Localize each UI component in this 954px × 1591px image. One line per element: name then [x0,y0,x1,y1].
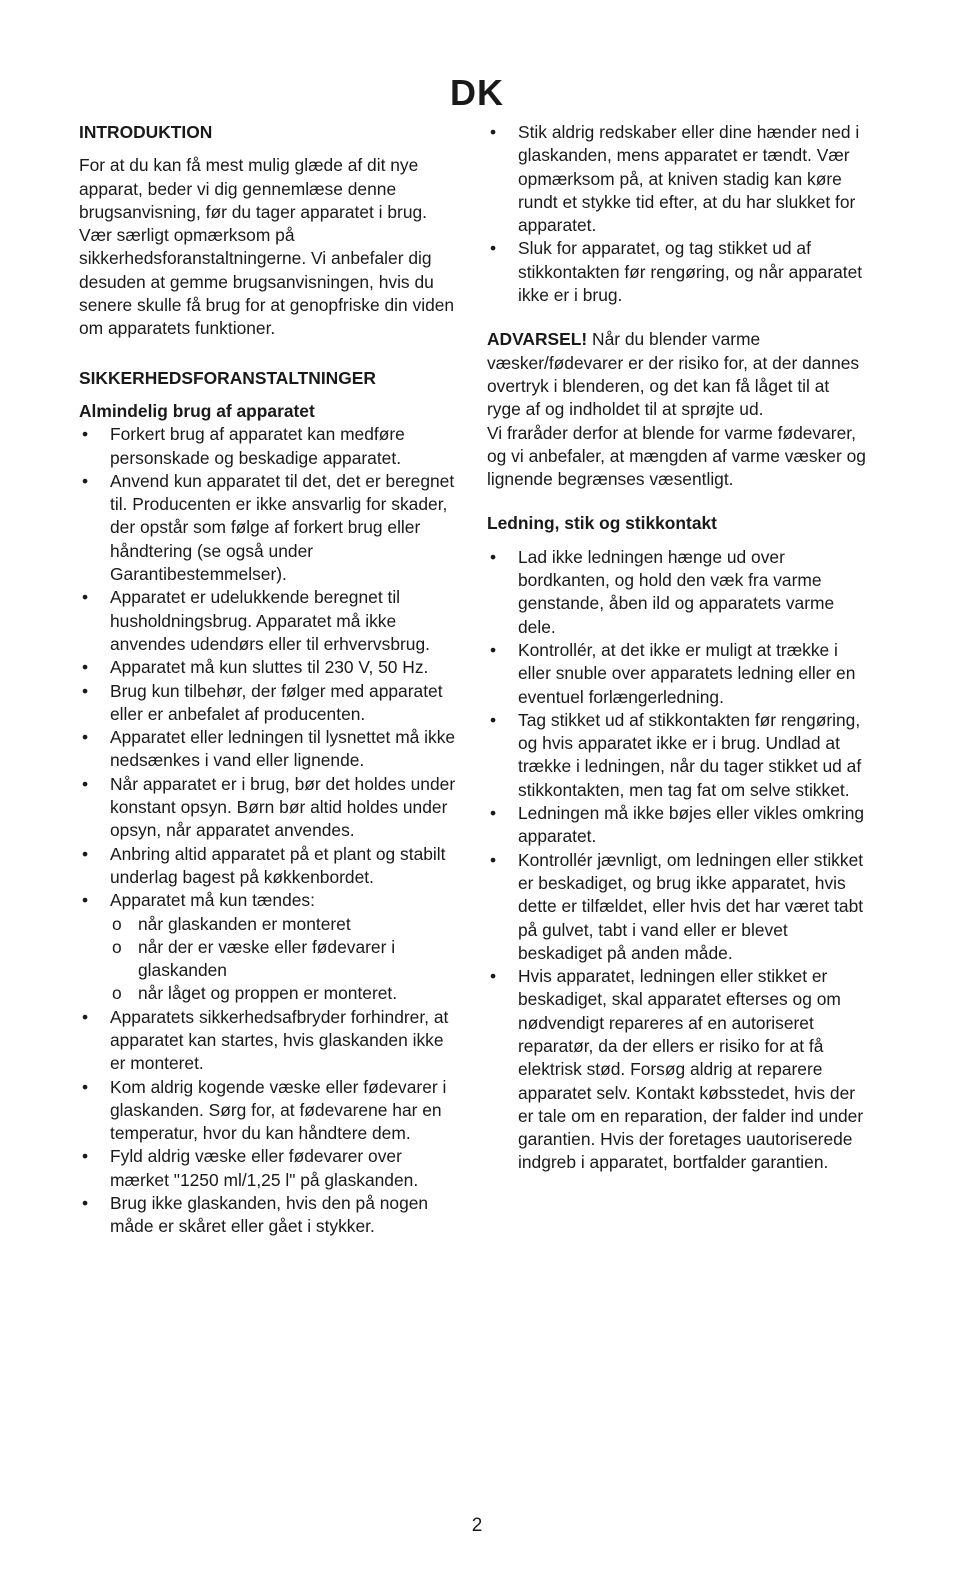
list-item: • Apparatet må kun sluttes til 230 V, 50 Hz. [79,656,459,679]
list-item-text: Apparatet må kun tændes: [110,890,315,911]
list-item: • Hvis apparatet, ledningen eller stikket er beskadiget, skal apparatet efterses og om nødvendigt repareres af en autoriseret reparatør, da der ellers er risiko for at få elektrisk stød. Forsøg aldrig at reparere apparatet selv. Kontakt købsstedet, hvis der er tale om en reparation, der falder ind under garantien. Hvis der foretages uautoriserede indgreb i apparatet, bortfalder garantien. [487,965,867,1175]
list-item: • Brug kun tilbehør, der følger med apparatet eller er anbefalet af producenten. [79,680,459,727]
general-use-heading: Almindelig brug af apparatet [79,400,315,421]
list-item: • Kom aldrig kogende væske eller fødevarer i glaskanden. Sørg for, at fødevarene har en temperatur, hvor du kan håndtere dem. [79,1076,459,1146]
warning-label: ADVARSEL! [487,329,588,350]
sub-list [110,913,459,1006]
list-item: • Apparatet er udelukkende beregnet til husholdningsbrug. Apparatet må ikke anvendes udendørs eller til erhvervsbrug. [79,586,459,656]
sub-list-item: o når glaskanden er monteret [110,913,459,936]
warning-paragraph-2: Vi fraråder derfor at blende for varme fødevarer, og vi anbefaler, at mængden af varme væsker og lignende begrænses væsentligt. [487,422,866,490]
list-item: • Apparatet eller ledningen til lysnettet må ikke nedsænkes i vand eller lignende. [79,726,459,773]
list-item: • Forkert brug af apparatet kan medføre personskade og beskadige apparatet. [79,423,459,470]
sub-list-item: o når der er væske eller fødevarer i glaskanden [110,936,459,983]
sub-list-item: o når låget og proppen er monteret. [110,982,459,1005]
intro-text: For at du kan få mest mulig glæde af dit nye apparat, beder vi dig gennemlæse denne brugsanvisning, før du tager apparatet i brug. Vær særligt opmærksom på sikkerhedsforanstaltningerne. Vi anbefaler dig desuden at gemme brugsanvisningen, hvis du senere skulle få brug for at genopfriske din viden om apparatets funktioner. [79,155,455,339]
right-column [487,121,867,1175]
list-item: • Sluk for apparatet, og tag stikket ud af stikkontakten før rengøring, og når apparatet ikke er i brug. [487,237,867,307]
intro-heading: INTRODUKTION [79,122,213,142]
list-item: • Når apparatet er i brug, bør det holdes under konstant opsyn. Børn bør altid holdes under opsyn, når apparatet anvendes. [79,773,459,843]
page-language-heading: DK [450,72,504,113]
general-use-list [79,423,459,1238]
list-item: • Apparatets sikkerhedsafbryder forhindrer, at apparatet kan startes, hvis glaskanden ikke er monteret. [79,1006,459,1076]
list-item [79,889,459,1005]
cord-list [487,546,867,1175]
list-item: • Fyld aldrig væske eller fødevarer over mærket "1250 ml/1,25 l" på glaskanden. [79,1145,459,1192]
warning-paragraph [487,328,867,421]
list-item: • Anbring altid apparatet på et plant og stabilt underlag bagest på køkkenbordet. [79,843,459,890]
list-item: • Ledningen må ikke bøjes eller vikles omkring apparatet. [487,802,867,849]
list-item: • Tag stikket ud af stikkontakten før rengøring, og hvis apparatet ikke er i brug. Undlad at trække i ledningen, når du tager stikket ud af stikkontakten, men tag fat om selve stikket. [487,709,867,802]
list-item: • Brug ikke glaskanden, hvis den på nogen måde er skåret eller gået i stykker. [79,1192,459,1239]
cord-heading: Ledning, stik og stikkontakt [487,513,717,534]
page-number: 2 [471,1515,483,1536]
safety-heading: SIKKERHEDSFORANSTALTNINGER [79,367,376,388]
list-item: • Anvend kun apparatet til det, det er beregnet til. Producenten er ikke ansvarlig for skader, der opstår som følge af forkert brug eller håndtering (se også under Garantibestemmelser). [79,470,459,586]
list-item: • Kontrollér, at det ikke er muligt at trække i eller snuble over apparatets ledning eller en eventuel forlængerledning. [487,639,867,709]
left-column [79,121,459,1239]
list-item: • Kontrollér jævnligt, om ledningen eller stikket er beskadiget, og brug ikke apparatet, hvis dette er tilfældet, eller hvis det har været tabt på gulvet, tabt i vand eller er blevet beskadiget på anden måde. [487,849,867,965]
warning-text: Når du blender varme væsker/fødevarer er der risiko for, at der dannes overtryk i blenderen, og det kan få låget til at ryge af og indholdet til at sprøjte ud. [487,329,860,420]
list-item: • Lad ikke ledningen hænge ud over bordkanten, og hold den væk fra varme genstande, åben ild og apparatets varme dele. [487,546,867,639]
usage-list [487,121,867,307]
list-item: • Stik aldrig redskaber eller dine hænder ned i glaskanden, mens apparatet er tændt. Vær opmærksom på, at kniven stadig kan køre rundt et stykke tid efter, at du har slukket for apparatet. [487,121,867,237]
